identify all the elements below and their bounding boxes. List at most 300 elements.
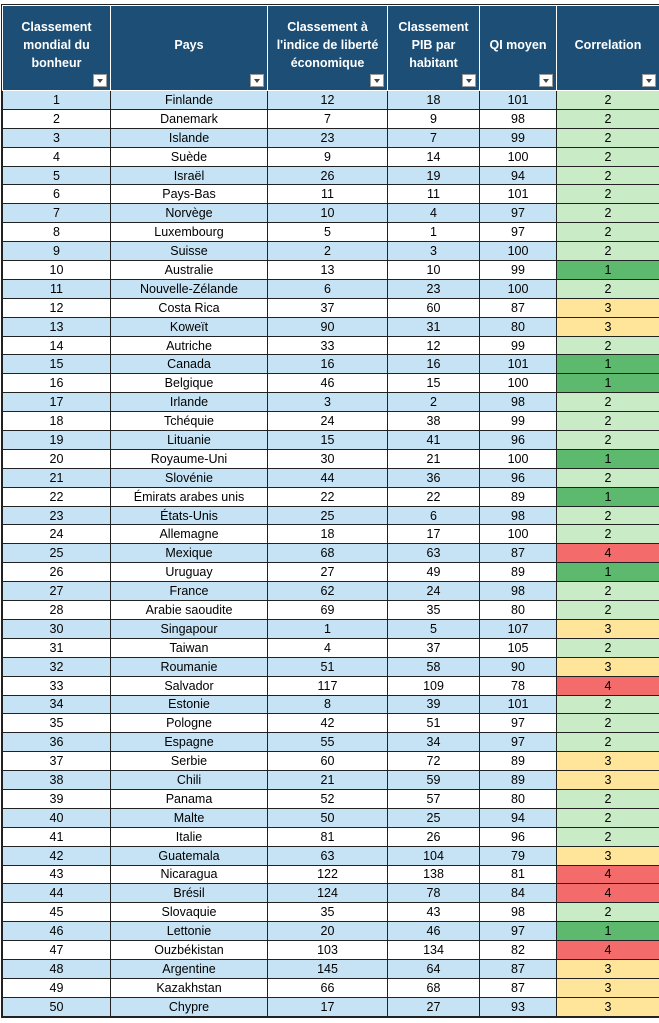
gdp-rank-cell[interactable]: 57 [388, 789, 480, 808]
correlation-cell[interactable]: 2 [557, 808, 659, 827]
gdp-rank-cell[interactable]: 63 [388, 544, 480, 563]
economic-freedom-rank-cell[interactable]: 20 [268, 922, 388, 941]
gdp-rank-cell[interactable]: 15 [388, 374, 480, 393]
gdp-rank-cell[interactable]: 46 [388, 922, 480, 941]
economic-freedom-rank-cell[interactable]: 122 [268, 865, 388, 884]
country-cell[interactable]: Lituanie [111, 431, 268, 450]
gdp-rank-cell[interactable]: 104 [388, 846, 480, 865]
economic-freedom-rank-cell[interactable]: 103 [268, 941, 388, 960]
happiness-rank-cell[interactable]: 22 [3, 487, 111, 506]
correlation-cell[interactable]: 2 [557, 393, 659, 412]
correlation-cell[interactable]: 4 [557, 884, 659, 903]
happiness-rank-cell[interactable]: 21 [3, 468, 111, 487]
economic-freedom-rank-cell[interactable]: 68 [268, 544, 388, 563]
correlation-cell[interactable]: 2 [557, 506, 659, 525]
country-cell[interactable]: Espagne [111, 733, 268, 752]
economic-freedom-rank-cell[interactable]: 33 [268, 336, 388, 355]
gdp-rank-cell[interactable]: 24 [388, 582, 480, 601]
happiness-rank-cell[interactable]: 20 [3, 449, 111, 468]
correlation-cell[interactable]: 2 [557, 166, 659, 185]
country-cell[interactable]: Slovaquie [111, 903, 268, 922]
country-cell[interactable]: Koweït [111, 317, 268, 336]
economic-freedom-rank-cell[interactable]: 81 [268, 827, 388, 846]
average-iq-cell[interactable]: 82 [480, 941, 557, 960]
happiness-rank-cell[interactable]: 50 [3, 997, 111, 1016]
happiness-rank-cell[interactable]: 43 [3, 865, 111, 884]
average-iq-cell[interactable]: 100 [480, 147, 557, 166]
happiness-rank-cell[interactable]: 42 [3, 846, 111, 865]
average-iq-cell[interactable]: 99 [480, 128, 557, 147]
gdp-rank-cell[interactable]: 38 [388, 412, 480, 431]
gdp-rank-cell[interactable]: 72 [388, 752, 480, 771]
economic-freedom-rank-cell[interactable]: 9 [268, 147, 388, 166]
average-iq-cell[interactable]: 101 [480, 695, 557, 714]
average-iq-cell[interactable]: 89 [480, 771, 557, 790]
gdp-rank-cell[interactable]: 23 [388, 279, 480, 298]
economic-freedom-rank-cell[interactable]: 30 [268, 449, 388, 468]
country-cell[interactable]: Mexique [111, 544, 268, 563]
correlation-cell[interactable]: 1 [557, 922, 659, 941]
country-cell[interactable]: Suède [111, 147, 268, 166]
average-iq-cell[interactable]: 100 [480, 242, 557, 261]
gdp-rank-cell[interactable]: 109 [388, 676, 480, 695]
country-cell[interactable]: Norvège [111, 204, 268, 223]
average-iq-cell[interactable]: 101 [480, 185, 557, 204]
correlation-cell[interactable]: 2 [557, 695, 659, 714]
gdp-rank-cell[interactable]: 68 [388, 978, 480, 997]
correlation-cell[interactable]: 2 [557, 468, 659, 487]
happiness-rank-cell[interactable]: 7 [3, 204, 111, 223]
economic-freedom-rank-cell[interactable]: 42 [268, 714, 388, 733]
happiness-rank-cell[interactable]: 1 [3, 91, 111, 110]
economic-freedom-rank-cell[interactable]: 25 [268, 506, 388, 525]
economic-freedom-rank-cell[interactable]: 124 [268, 884, 388, 903]
country-cell[interactable]: Malte [111, 808, 268, 827]
economic-freedom-rank-cell[interactable]: 46 [268, 374, 388, 393]
average-iq-cell[interactable]: 99 [480, 412, 557, 431]
economic-freedom-rank-cell[interactable]: 16 [268, 355, 388, 374]
gdp-rank-cell[interactable]: 18 [388, 91, 480, 110]
correlation-cell[interactable]: 2 [557, 336, 659, 355]
country-cell[interactable]: Suisse [111, 242, 268, 261]
average-iq-cell[interactable]: 87 [480, 544, 557, 563]
country-cell[interactable]: Slovénie [111, 468, 268, 487]
correlation-cell[interactable]: 3 [557, 959, 659, 978]
country-cell[interactable]: Singapour [111, 619, 268, 638]
country-cell[interactable]: États-Unis [111, 506, 268, 525]
economic-freedom-rank-cell[interactable]: 5 [268, 223, 388, 242]
happiness-rank-cell[interactable]: 15 [3, 355, 111, 374]
gdp-rank-cell[interactable]: 39 [388, 695, 480, 714]
gdp-rank-cell[interactable]: 4 [388, 204, 480, 223]
economic-freedom-rank-cell[interactable]: 145 [268, 959, 388, 978]
correlation-cell[interactable]: 2 [557, 601, 659, 620]
economic-freedom-rank-cell[interactable]: 4 [268, 638, 388, 657]
correlation-cell[interactable]: 2 [557, 714, 659, 733]
correlation-cell[interactable]: 1 [557, 487, 659, 506]
correlation-cell[interactable]: 2 [557, 733, 659, 752]
average-iq-cell[interactable]: 97 [480, 922, 557, 941]
economic-freedom-rank-cell[interactable]: 17 [268, 997, 388, 1016]
gdp-rank-cell[interactable]: 34 [388, 733, 480, 752]
gdp-rank-cell[interactable]: 134 [388, 941, 480, 960]
correlation-cell[interactable]: 2 [557, 109, 659, 128]
happiness-rank-cell[interactable]: 45 [3, 903, 111, 922]
correlation-cell[interactable]: 4 [557, 941, 659, 960]
happiness-rank-cell[interactable]: 32 [3, 657, 111, 676]
country-cell[interactable]: Pologne [111, 714, 268, 733]
average-iq-cell[interactable]: 98 [480, 109, 557, 128]
country-cell[interactable]: Uruguay [111, 563, 268, 582]
economic-freedom-rank-cell[interactable]: 10 [268, 204, 388, 223]
average-iq-cell[interactable]: 98 [480, 903, 557, 922]
gdp-rank-cell[interactable]: 41 [388, 431, 480, 450]
happiness-rank-cell[interactable]: 44 [3, 884, 111, 903]
happiness-rank-cell[interactable]: 47 [3, 941, 111, 960]
country-cell[interactable]: Kazakhstan [111, 978, 268, 997]
happiness-rank-cell[interactable]: 14 [3, 336, 111, 355]
happiness-rank-cell[interactable]: 8 [3, 223, 111, 242]
correlation-cell[interactable]: 2 [557, 279, 659, 298]
average-iq-cell[interactable]: 89 [480, 487, 557, 506]
gdp-rank-cell[interactable]: 17 [388, 525, 480, 544]
economic-freedom-rank-cell[interactable]: 8 [268, 695, 388, 714]
average-iq-cell[interactable]: 90 [480, 657, 557, 676]
correlation-cell[interactable]: 3 [557, 317, 659, 336]
country-cell[interactable]: Irlande [111, 393, 268, 412]
average-iq-cell[interactable]: 89 [480, 563, 557, 582]
country-cell[interactable]: Nouvelle-Zélande [111, 279, 268, 298]
happiness-rank-cell[interactable]: 25 [3, 544, 111, 563]
happiness-rank-cell[interactable]: 31 [3, 638, 111, 657]
average-iq-cell[interactable]: 100 [480, 279, 557, 298]
average-iq-cell[interactable]: 96 [480, 468, 557, 487]
correlation-cell[interactable]: 1 [557, 355, 659, 374]
gdp-rank-cell[interactable]: 27 [388, 997, 480, 1016]
economic-freedom-rank-cell[interactable]: 35 [268, 903, 388, 922]
happiness-rank-cell[interactable]: 18 [3, 412, 111, 431]
country-cell[interactable]: Estonie [111, 695, 268, 714]
economic-freedom-rank-cell[interactable]: 2 [268, 242, 388, 261]
average-iq-cell[interactable]: 84 [480, 884, 557, 903]
economic-freedom-rank-cell[interactable]: 13 [268, 261, 388, 280]
average-iq-cell[interactable]: 87 [480, 978, 557, 997]
happiness-rank-cell[interactable]: 28 [3, 601, 111, 620]
average-iq-cell[interactable]: 98 [480, 582, 557, 601]
gdp-rank-cell[interactable]: 43 [388, 903, 480, 922]
average-iq-cell[interactable]: 79 [480, 846, 557, 865]
happiness-rank-cell[interactable]: 3 [3, 128, 111, 147]
average-iq-cell[interactable]: 96 [480, 431, 557, 450]
country-cell[interactable]: Panama [111, 789, 268, 808]
country-cell[interactable]: Serbie [111, 752, 268, 771]
gdp-rank-cell[interactable]: 31 [388, 317, 480, 336]
correlation-cell[interactable]: 2 [557, 582, 659, 601]
gdp-rank-cell[interactable]: 11 [388, 185, 480, 204]
economic-freedom-rank-cell[interactable]: 7 [268, 109, 388, 128]
average-iq-cell[interactable]: 101 [480, 91, 557, 110]
correlation-cell[interactable]: 3 [557, 752, 659, 771]
correlation-cell[interactable]: 2 [557, 789, 659, 808]
country-cell[interactable]: Allemagne [111, 525, 268, 544]
country-cell[interactable]: Salvador [111, 676, 268, 695]
gdp-rank-cell[interactable]: 14 [388, 147, 480, 166]
economic-freedom-rank-cell[interactable]: 69 [268, 601, 388, 620]
correlation-cell[interactable]: 2 [557, 903, 659, 922]
average-iq-cell[interactable]: 99 [480, 336, 557, 355]
economic-freedom-rank-cell[interactable]: 117 [268, 676, 388, 695]
happiness-rank-cell[interactable]: 30 [3, 619, 111, 638]
happiness-rank-cell[interactable]: 33 [3, 676, 111, 695]
correlation-cell[interactable]: 2 [557, 412, 659, 431]
country-cell[interactable]: Chypre [111, 997, 268, 1016]
happiness-rank-cell[interactable]: 19 [3, 431, 111, 450]
happiness-rank-cell[interactable]: 38 [3, 771, 111, 790]
average-iq-cell[interactable]: 81 [480, 865, 557, 884]
country-cell[interactable]: France [111, 582, 268, 601]
country-cell[interactable]: Australie [111, 261, 268, 280]
economic-freedom-rank-cell[interactable]: 62 [268, 582, 388, 601]
happiness-rank-cell[interactable]: 17 [3, 393, 111, 412]
gdp-rank-cell[interactable]: 5 [388, 619, 480, 638]
happiness-rank-cell[interactable]: 24 [3, 525, 111, 544]
gdp-rank-cell[interactable]: 37 [388, 638, 480, 657]
country-cell[interactable]: Belgique [111, 374, 268, 393]
gdp-rank-cell[interactable]: 25 [388, 808, 480, 827]
gdp-rank-cell[interactable]: 16 [388, 355, 480, 374]
average-iq-cell[interactable]: 98 [480, 393, 557, 412]
economic-freedom-rank-cell[interactable]: 3 [268, 393, 388, 412]
gdp-rank-cell[interactable]: 21 [388, 449, 480, 468]
country-cell[interactable]: Tchéquie [111, 412, 268, 431]
country-cell[interactable]: Ouzbékistan [111, 941, 268, 960]
happiness-rank-cell[interactable]: 23 [3, 506, 111, 525]
happiness-rank-cell[interactable]: 27 [3, 582, 111, 601]
filter-dropdown-icon[interactable] [250, 74, 264, 87]
average-iq-cell[interactable]: 78 [480, 676, 557, 695]
correlation-cell[interactable]: 1 [557, 374, 659, 393]
happiness-rank-cell[interactable]: 2 [3, 109, 111, 128]
happiness-rank-cell[interactable]: 5 [3, 166, 111, 185]
happiness-rank-cell[interactable]: 36 [3, 733, 111, 752]
economic-freedom-rank-cell[interactable]: 60 [268, 752, 388, 771]
happiness-rank-cell[interactable]: 35 [3, 714, 111, 733]
happiness-rank-cell[interactable]: 40 [3, 808, 111, 827]
country-cell[interactable]: Canada [111, 355, 268, 374]
country-cell[interactable]: Autriche [111, 336, 268, 355]
filter-dropdown-icon[interactable] [462, 74, 476, 87]
gdp-rank-cell[interactable]: 1 [388, 223, 480, 242]
gdp-rank-cell[interactable]: 19 [388, 166, 480, 185]
average-iq-cell[interactable]: 100 [480, 374, 557, 393]
economic-freedom-rank-cell[interactable]: 22 [268, 487, 388, 506]
country-cell[interactable]: Pays-Bas [111, 185, 268, 204]
economic-freedom-rank-cell[interactable]: 26 [268, 166, 388, 185]
gdp-rank-cell[interactable]: 10 [388, 261, 480, 280]
country-cell[interactable]: Brésil [111, 884, 268, 903]
correlation-cell[interactable]: 1 [557, 449, 659, 468]
average-iq-cell[interactable]: 97 [480, 714, 557, 733]
average-iq-cell[interactable]: 94 [480, 808, 557, 827]
average-iq-cell[interactable]: 80 [480, 317, 557, 336]
average-iq-cell[interactable]: 97 [480, 223, 557, 242]
gdp-rank-cell[interactable]: 36 [388, 468, 480, 487]
economic-freedom-rank-cell[interactable]: 27 [268, 563, 388, 582]
average-iq-cell[interactable]: 93 [480, 997, 557, 1016]
average-iq-cell[interactable]: 100 [480, 525, 557, 544]
average-iq-cell[interactable]: 99 [480, 261, 557, 280]
correlation-cell[interactable]: 1 [557, 261, 659, 280]
gdp-rank-cell[interactable]: 58 [388, 657, 480, 676]
average-iq-cell[interactable]: 97 [480, 204, 557, 223]
economic-freedom-rank-cell[interactable]: 66 [268, 978, 388, 997]
gdp-rank-cell[interactable]: 12 [388, 336, 480, 355]
gdp-rank-cell[interactable]: 138 [388, 865, 480, 884]
average-iq-cell[interactable]: 101 [480, 355, 557, 374]
economic-freedom-rank-cell[interactable]: 63 [268, 846, 388, 865]
average-iq-cell[interactable]: 87 [480, 298, 557, 317]
country-cell[interactable]: Finlande [111, 91, 268, 110]
correlation-cell[interactable]: 4 [557, 544, 659, 563]
correlation-cell[interactable]: 2 [557, 827, 659, 846]
happiness-rank-cell[interactable]: 39 [3, 789, 111, 808]
happiness-rank-cell[interactable]: 16 [3, 374, 111, 393]
happiness-rank-cell[interactable]: 37 [3, 752, 111, 771]
correlation-cell[interactable]: 3 [557, 771, 659, 790]
gdp-rank-cell[interactable]: 6 [388, 506, 480, 525]
country-cell[interactable]: Nicaragua [111, 865, 268, 884]
country-cell[interactable]: Taiwan [111, 638, 268, 657]
gdp-rank-cell[interactable]: 7 [388, 128, 480, 147]
happiness-rank-cell[interactable]: 12 [3, 298, 111, 317]
average-iq-cell[interactable]: 100 [480, 449, 557, 468]
happiness-rank-cell[interactable]: 11 [3, 279, 111, 298]
filter-dropdown-icon[interactable] [642, 74, 656, 87]
country-cell[interactable]: Roumanie [111, 657, 268, 676]
average-iq-cell[interactable]: 80 [480, 789, 557, 808]
average-iq-cell[interactable]: 80 [480, 601, 557, 620]
average-iq-cell[interactable]: 87 [480, 959, 557, 978]
gdp-rank-cell[interactable]: 59 [388, 771, 480, 790]
gdp-rank-cell[interactable]: 26 [388, 827, 480, 846]
gdp-rank-cell[interactable]: 22 [388, 487, 480, 506]
country-cell[interactable]: Argentine [111, 959, 268, 978]
country-cell[interactable]: Israël [111, 166, 268, 185]
economic-freedom-rank-cell[interactable]: 90 [268, 317, 388, 336]
filter-dropdown-icon[interactable] [93, 74, 107, 87]
country-cell[interactable]: Lettonie [111, 922, 268, 941]
average-iq-cell[interactable]: 98 [480, 506, 557, 525]
gdp-rank-cell[interactable]: 49 [388, 563, 480, 582]
correlation-cell[interactable]: 2 [557, 525, 659, 544]
gdp-rank-cell[interactable]: 9 [388, 109, 480, 128]
happiness-rank-cell[interactable]: 34 [3, 695, 111, 714]
correlation-cell[interactable]: 3 [557, 657, 659, 676]
gdp-rank-cell[interactable]: 2 [388, 393, 480, 412]
country-cell[interactable]: Luxembourg [111, 223, 268, 242]
average-iq-cell[interactable]: 105 [480, 638, 557, 657]
gdp-rank-cell[interactable]: 35 [388, 601, 480, 620]
filter-dropdown-icon[interactable] [539, 74, 553, 87]
correlation-cell[interactable]: 2 [557, 204, 659, 223]
economic-freedom-rank-cell[interactable]: 11 [268, 185, 388, 204]
correlation-cell[interactable]: 2 [557, 638, 659, 657]
gdp-rank-cell[interactable]: 3 [388, 242, 480, 261]
correlation-cell[interactable]: 4 [557, 676, 659, 695]
gdp-rank-cell[interactable]: 78 [388, 884, 480, 903]
gdp-rank-cell[interactable]: 64 [388, 959, 480, 978]
country-cell[interactable]: Islande [111, 128, 268, 147]
correlation-cell[interactable]: 2 [557, 223, 659, 242]
economic-freedom-rank-cell[interactable]: 21 [268, 771, 388, 790]
correlation-cell[interactable]: 2 [557, 242, 659, 261]
economic-freedom-rank-cell[interactable]: 12 [268, 91, 388, 110]
country-cell[interactable]: Émirats arabes unis [111, 487, 268, 506]
happiness-rank-cell[interactable]: 46 [3, 922, 111, 941]
economic-freedom-rank-cell[interactable]: 51 [268, 657, 388, 676]
happiness-rank-cell[interactable]: 26 [3, 563, 111, 582]
country-cell[interactable]: Costa Rica [111, 298, 268, 317]
correlation-cell[interactable]: 3 [557, 978, 659, 997]
correlation-cell[interactable]: 2 [557, 91, 659, 110]
country-cell[interactable]: Italie [111, 827, 268, 846]
correlation-cell[interactable]: 2 [557, 431, 659, 450]
happiness-rank-cell[interactable]: 48 [3, 959, 111, 978]
gdp-rank-cell[interactable]: 51 [388, 714, 480, 733]
country-cell[interactable]: Danemark [111, 109, 268, 128]
correlation-cell[interactable]: 3 [557, 298, 659, 317]
correlation-cell[interactable]: 3 [557, 997, 659, 1016]
economic-freedom-rank-cell[interactable]: 6 [268, 279, 388, 298]
country-cell[interactable]: Royaume-Uni [111, 449, 268, 468]
average-iq-cell[interactable]: 94 [480, 166, 557, 185]
happiness-rank-cell[interactable]: 10 [3, 261, 111, 280]
economic-freedom-rank-cell[interactable]: 24 [268, 412, 388, 431]
economic-freedom-rank-cell[interactable]: 18 [268, 525, 388, 544]
economic-freedom-rank-cell[interactable]: 37 [268, 298, 388, 317]
country-cell[interactable]: Chili [111, 771, 268, 790]
economic-freedom-rank-cell[interactable]: 23 [268, 128, 388, 147]
happiness-rank-cell[interactable]: 9 [3, 242, 111, 261]
correlation-cell[interactable]: 2 [557, 185, 659, 204]
economic-freedom-rank-cell[interactable]: 55 [268, 733, 388, 752]
happiness-rank-cell[interactable]: 41 [3, 827, 111, 846]
economic-freedom-rank-cell[interactable]: 15 [268, 431, 388, 450]
economic-freedom-rank-cell[interactable]: 50 [268, 808, 388, 827]
correlation-cell[interactable]: 3 [557, 846, 659, 865]
filter-dropdown-icon[interactable] [370, 74, 384, 87]
average-iq-cell[interactable]: 89 [480, 752, 557, 771]
average-iq-cell[interactable]: 97 [480, 733, 557, 752]
correlation-cell[interactable]: 1 [557, 563, 659, 582]
gdp-rank-cell[interactable]: 60 [388, 298, 480, 317]
country-cell[interactable]: Guatemala [111, 846, 268, 865]
correlation-cell[interactable]: 3 [557, 619, 659, 638]
happiness-rank-cell[interactable]: 13 [3, 317, 111, 336]
correlation-cell[interactable]: 2 [557, 147, 659, 166]
economic-freedom-rank-cell[interactable]: 44 [268, 468, 388, 487]
average-iq-cell[interactable]: 96 [480, 827, 557, 846]
correlation-cell[interactable]: 2 [557, 128, 659, 147]
average-iq-cell[interactable]: 107 [480, 619, 557, 638]
happiness-rank-cell[interactable]: 6 [3, 185, 111, 204]
happiness-rank-cell[interactable]: 49 [3, 978, 111, 997]
country-cell[interactable]: Arabie saoudite [111, 601, 268, 620]
correlation-cell[interactable]: 4 [557, 865, 659, 884]
economic-freedom-rank-cell[interactable]: 52 [268, 789, 388, 808]
economic-freedom-rank-cell[interactable]: 1 [268, 619, 388, 638]
happiness-rank-cell[interactable]: 4 [3, 147, 111, 166]
